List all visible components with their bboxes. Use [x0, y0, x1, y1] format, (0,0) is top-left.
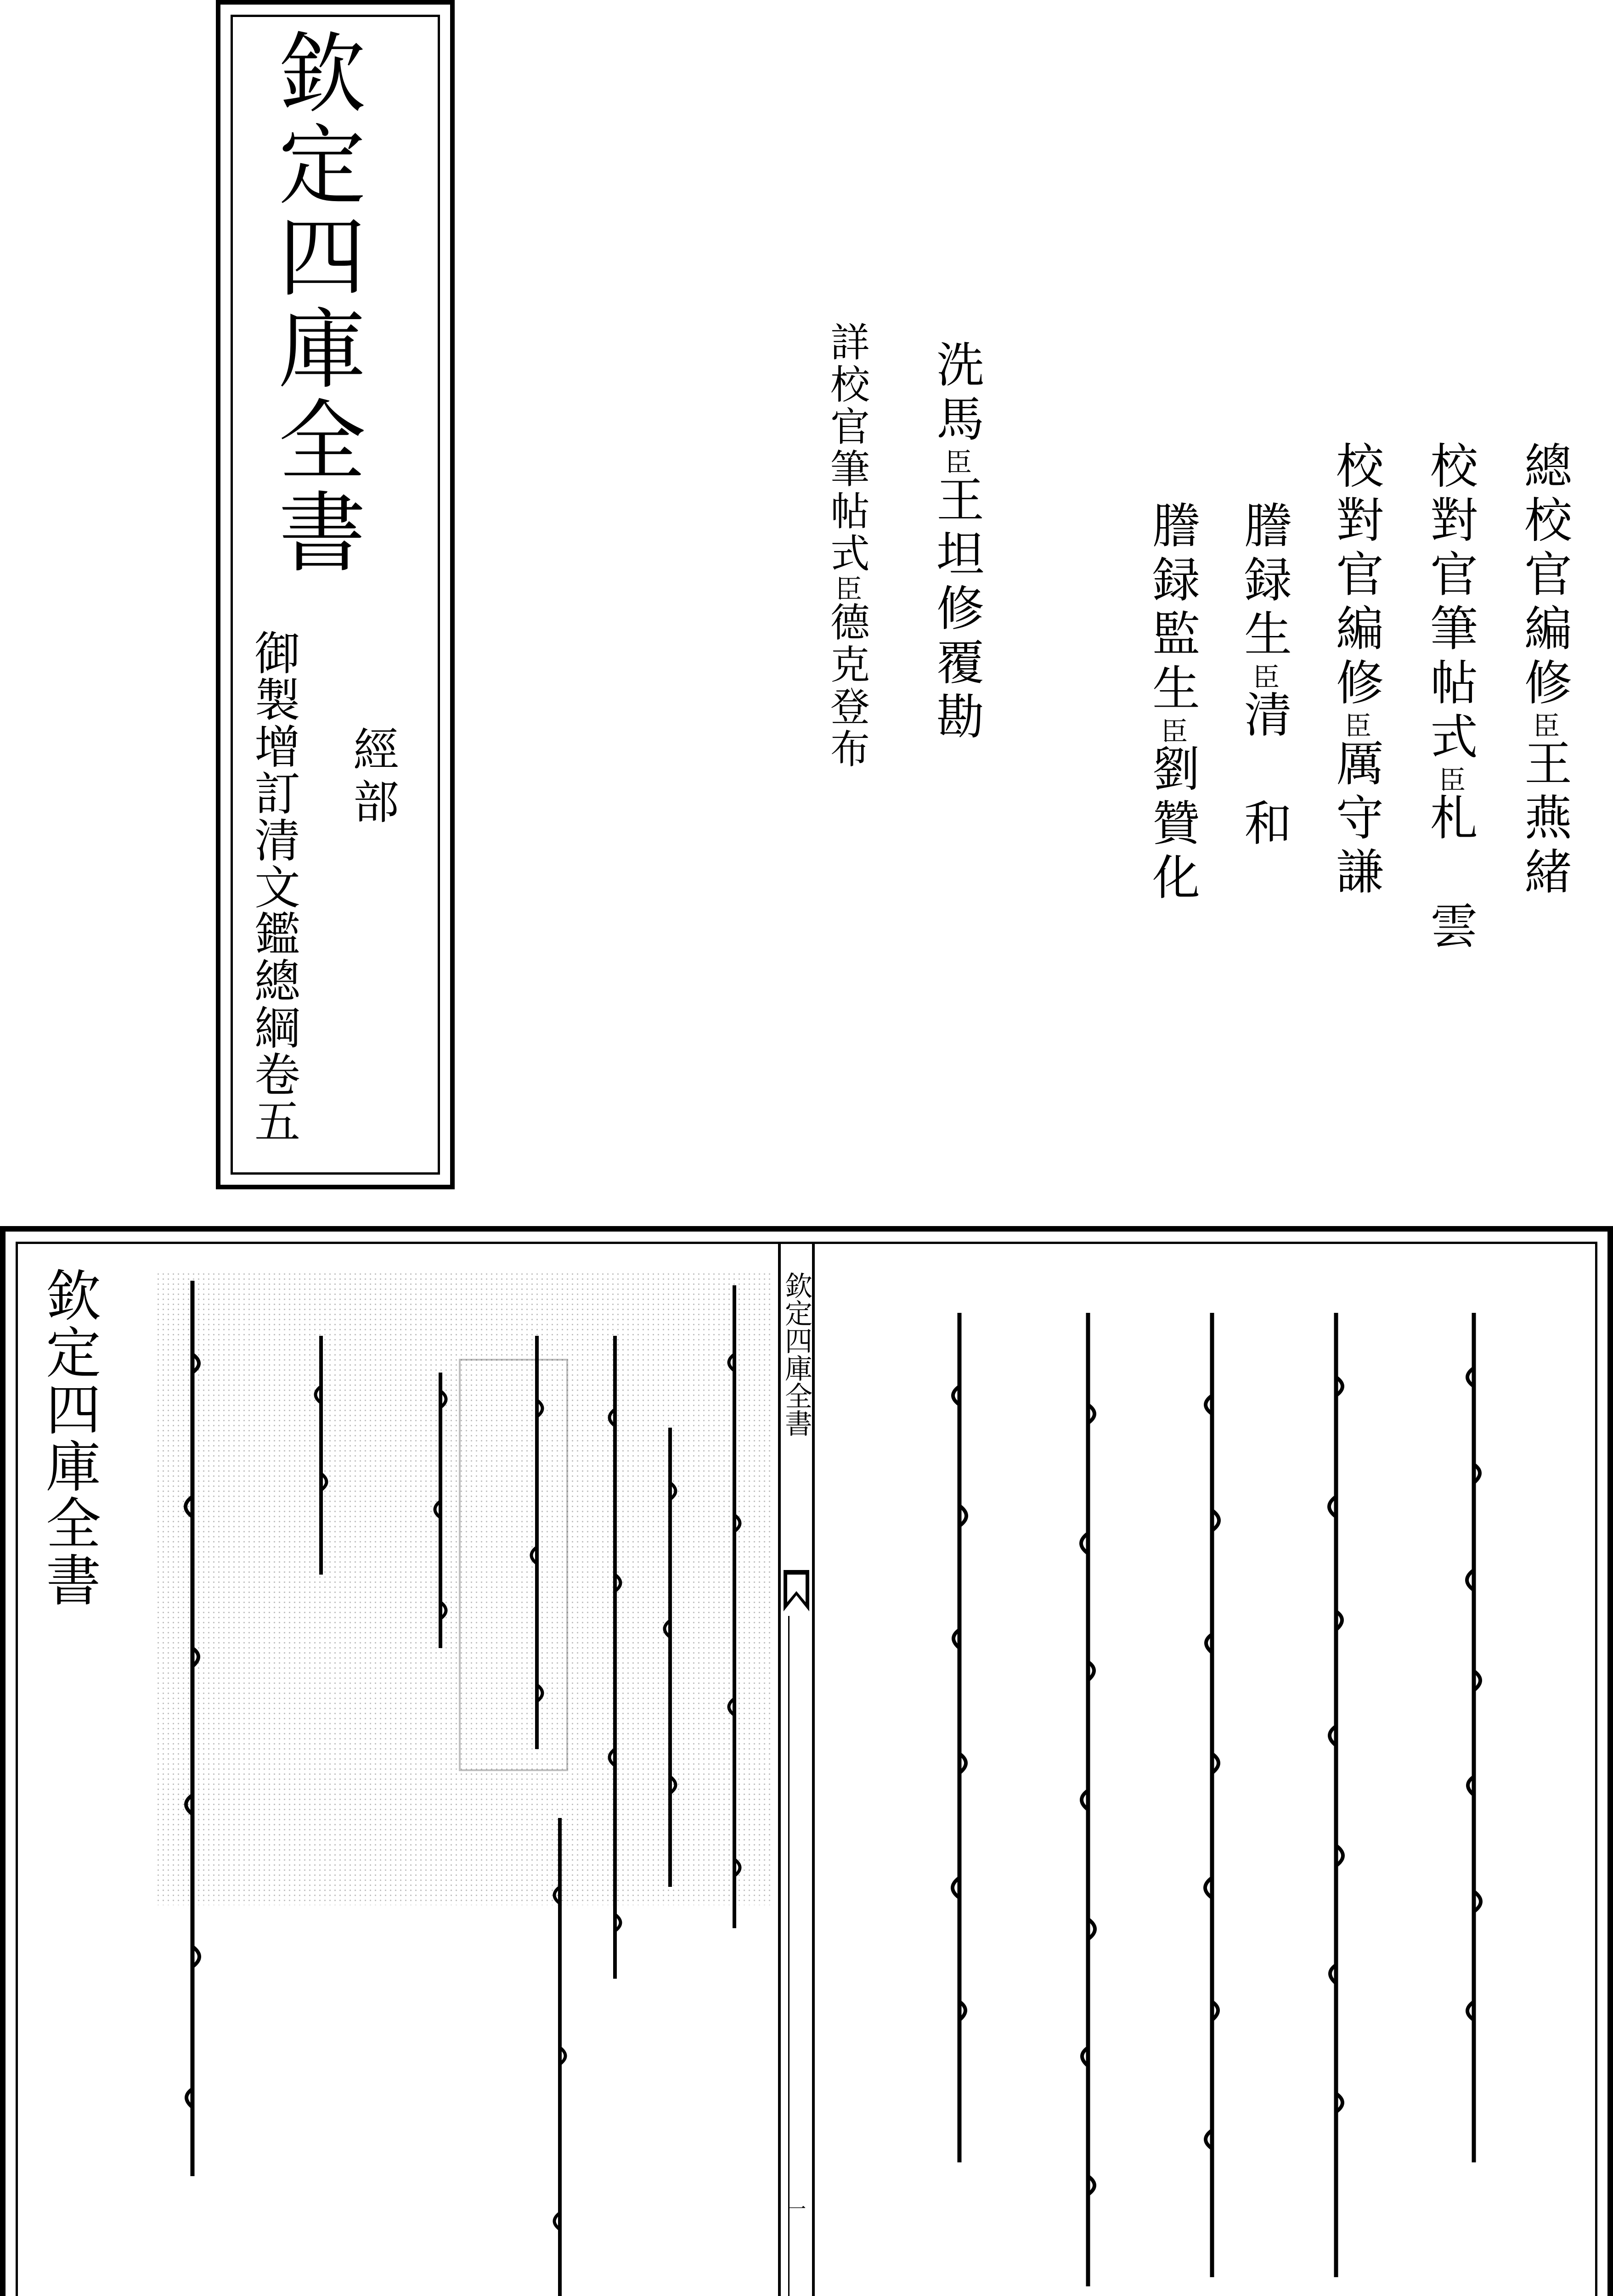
manchu-script-glyphs	[1194, 1313, 1230, 2277]
credit-office: 總校官編修	[1516, 441, 1572, 712]
manchu-script-glyphs	[1070, 1313, 1106, 2286]
credit-line-4	[1236, 501, 1292, 852]
manchu-column	[303, 1336, 339, 1575]
manchu-script-glyphs	[541, 1818, 578, 2296]
manchu-column	[1194, 1313, 1230, 2277]
credit-line-3	[1328, 441, 1384, 901]
manchu-script-glyphs	[174, 1281, 211, 2176]
manchu-column	[541, 1818, 578, 2296]
chen-mark: 臣	[1340, 712, 1371, 738]
manchu-script-glyphs	[519, 1336, 555, 1749]
chen-mark: 臣	[831, 575, 862, 602]
collation-name: 王坦修覆勘	[928, 475, 984, 746]
page-frame-inner-border	[16, 1242, 1597, 2296]
credit-office: 謄録生	[1236, 501, 1292, 663]
credit-name: 王燕緒	[1516, 738, 1572, 901]
gutter-page-number: 一	[788, 2199, 806, 2220]
manchu-script-glyphs	[303, 1336, 339, 1575]
credit-name: 清 和	[1236, 690, 1292, 852]
manchu-column	[652, 1428, 688, 1887]
gutter-title: 欽定四庫全書	[780, 1272, 812, 1437]
main-title: 欽定四庫全書	[264, 28, 366, 579]
credit-name: 札 雲	[1422, 793, 1478, 955]
manchu-script-glyphs	[422, 1336, 459, 1648]
credit-office: 校對官筆帖式	[1422, 441, 1478, 766]
manchu-column	[1318, 1313, 1354, 2277]
manchu-column	[422, 1336, 459, 1648]
credit-line-5	[1144, 501, 1200, 906]
collation-name: 德克登布	[823, 602, 869, 771]
manchu-script-glyphs	[716, 1285, 753, 1928]
section-label: 經部	[345, 726, 399, 830]
credit-office: 謄録監生	[1144, 501, 1200, 717]
credit-office: 校對官編修	[1328, 441, 1384, 712]
title-cartouche	[216, 0, 455, 1189]
chen-mark: 臣	[941, 448, 972, 475]
credit-name: 厲守謙	[1328, 738, 1384, 901]
chen-mark: 臣	[1248, 663, 1280, 690]
manchu-column	[1070, 1313, 1106, 2286]
volume-subtitle: 御製增訂清文鑑總綱卷五	[247, 629, 300, 1144]
fish-tail-mark-icon	[784, 1570, 809, 1611]
credit-line-2	[1422, 441, 1478, 955]
credit-line-1	[1516, 441, 1572, 901]
page-header-title: 欽定四庫全書	[37, 1267, 101, 1609]
manchu-script-glyphs	[1455, 1313, 1492, 2162]
manchu-column	[519, 1336, 555, 1749]
center-gutter	[778, 1244, 815, 2296]
chen-mark: 臣	[1528, 712, 1560, 738]
collation-office: 詳校官筆帖式	[823, 321, 869, 575]
manchu-script-glyphs	[597, 1336, 633, 1979]
manchu-script-glyphs	[652, 1428, 688, 1887]
manchu-script-glyphs	[941, 1313, 978, 2162]
collation-line-1	[928, 340, 984, 746]
manchu-column	[174, 1281, 211, 2176]
manchu-column	[1455, 1313, 1492, 2162]
manchu-column	[941, 1313, 978, 2162]
manchu-script-glyphs	[1318, 1313, 1354, 2277]
chen-mark: 臣	[1434, 766, 1466, 793]
credit-name: 劉贊化	[1144, 744, 1200, 906]
chen-mark: 臣	[1156, 717, 1188, 744]
collation-office: 洗馬	[928, 340, 984, 448]
manchu-column	[716, 1285, 753, 1928]
collation-line-2	[823, 321, 869, 771]
manchu-column	[597, 1336, 633, 1979]
gutter-rule	[788, 1616, 806, 2296]
page-frame	[0, 1226, 1613, 2296]
